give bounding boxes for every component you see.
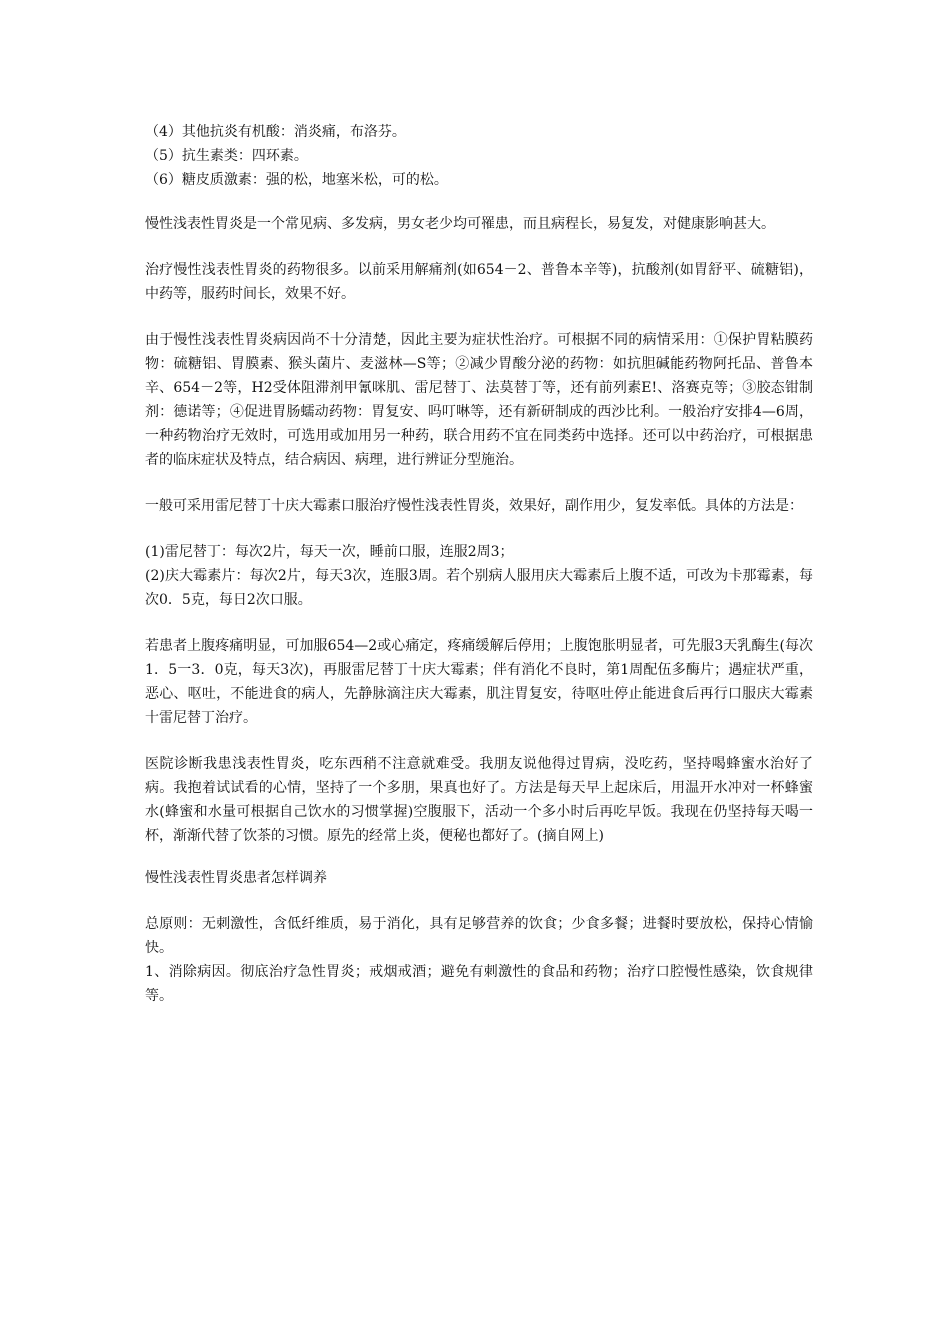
paragraph-step-1: 1、消除病因。彻底治疗急性胃炎；戒烟戒酒；避免有刺激性的食品和药物；治疗口腔慢性感染，饮食规律等。 [145,964,813,1004]
paragraph-drugs-history: 治疗慢性浅表性胃炎的药物很多。以前采用解痛剂(如654－2、普鲁本辛等)，抗酸剂(如胃舒平、硫糖铝)，中药等，服药时间长，效果不好。 [145,262,813,302]
list-item: （6）糖皮质激素：强的松，地塞米松，可的松。 [145,172,448,188]
section-heading: 慢性浅表性胃炎患者怎样调养 [145,870,327,886]
paragraph-method-step-1: (1)雷尼替丁：每次2片，每天一次，睡前口服，连服2周3； [145,544,514,560]
paragraph-testimonial: 医院诊断我患浅表性胃炎，吃东西稍不注意就难受。我朋友说他得过胃病，没吃药，坚持喝蜂蜜水治好了病。我抱着试试看的心情，坚持了一个多朋，果真也好了。方法是每天早上起床后，用温开水冲对一杯蜂蜜水(蜂蜜和水量可根据自己饮水的习惯掌握)空腹服下，活动一个多小时后再吃早饭。我现在仍坚持每天喝一杯，渐渐代替了饮茶的习惯。原先的经常上炎，便秘也都好了。(摘自网上) [145,756,813,844]
paragraph-treatment: 由于慢性浅表性胃炎病因尚不十分清楚，因此主要为症状性治疗。可根据不同的病情采用：①保护胃粘膜药物：硫糖铝、胃膜素、猴头菌片、麦滋林—S等；②减少胃酸分泌的药物：如抗胆碱能药物阿托品、普鲁本辛、654－2等，H2受体阻滞剂甲氰咪肌、雷尼替丁、法莫替丁等，还有前列素E!、洛赛克等；③胶态钳制剂：德诺等；④促进胃肠蠕动药物：胃复安、吗叮啉等，还有新研制成的西沙比利。一般治疗安排4—6周，一种药物治疗无效时，可选用或加用另一种药，联合用药不宜在同类药中选择。还可以中药治疗，可根据患者的临床症状及特点，结合病因、病理，进行辨证分型施治。 [145,332,813,468]
list-item: （4）其他抗炎有机酸：消炎痛，布洛芬。 [145,124,406,140]
paragraph-intro: 慢性浅表性胃炎是一个常见病、多发病，男女老少均可罹患，而且病程长，易复发，对健康影响甚大。 [145,216,775,232]
paragraph-symptoms: 若患者上腹疼痛明显，可加服654—2或心痛定，疼痛缓解后停用；上腹饱胀明显者，可先服3天乳酶生(每次1．5一3．0克，每天3次)，再服雷尼替丁十庆大霉素；伴有消化不良时，第1周配伍多酶片；遇症状严重，恶心、呕吐，不能进食的病人，先静脉滴注庆大霉素，肌注胃复安，待呕吐停止能进食后再行口服庆大霉素十雷尼替丁治疗。 [145,638,813,726]
paragraph-method-step-2: (2)庆大霉素片：每次2片，每天3次，连服3周。若个别病人服用庆大霉素后上腹不适，可改为卡那霉素，每次0．5克，每日2次口服。 [145,568,813,608]
paragraph-principle: 总原则：无刺激性，含低纤维质，易于消化，具有足够营养的饮食；少食多餐；进餐时要放松，保持心情愉快。 [145,916,813,956]
list-item: （5）抗生素类：四环素。 [145,148,308,164]
document-page [145,120,813,1008]
paragraph-method-intro: 一般可采用雷尼替丁十庆大霉素口服治疗慢性浅表性胃炎，效果好，副作用少，复发率低。具体的方法是： [145,498,803,514]
